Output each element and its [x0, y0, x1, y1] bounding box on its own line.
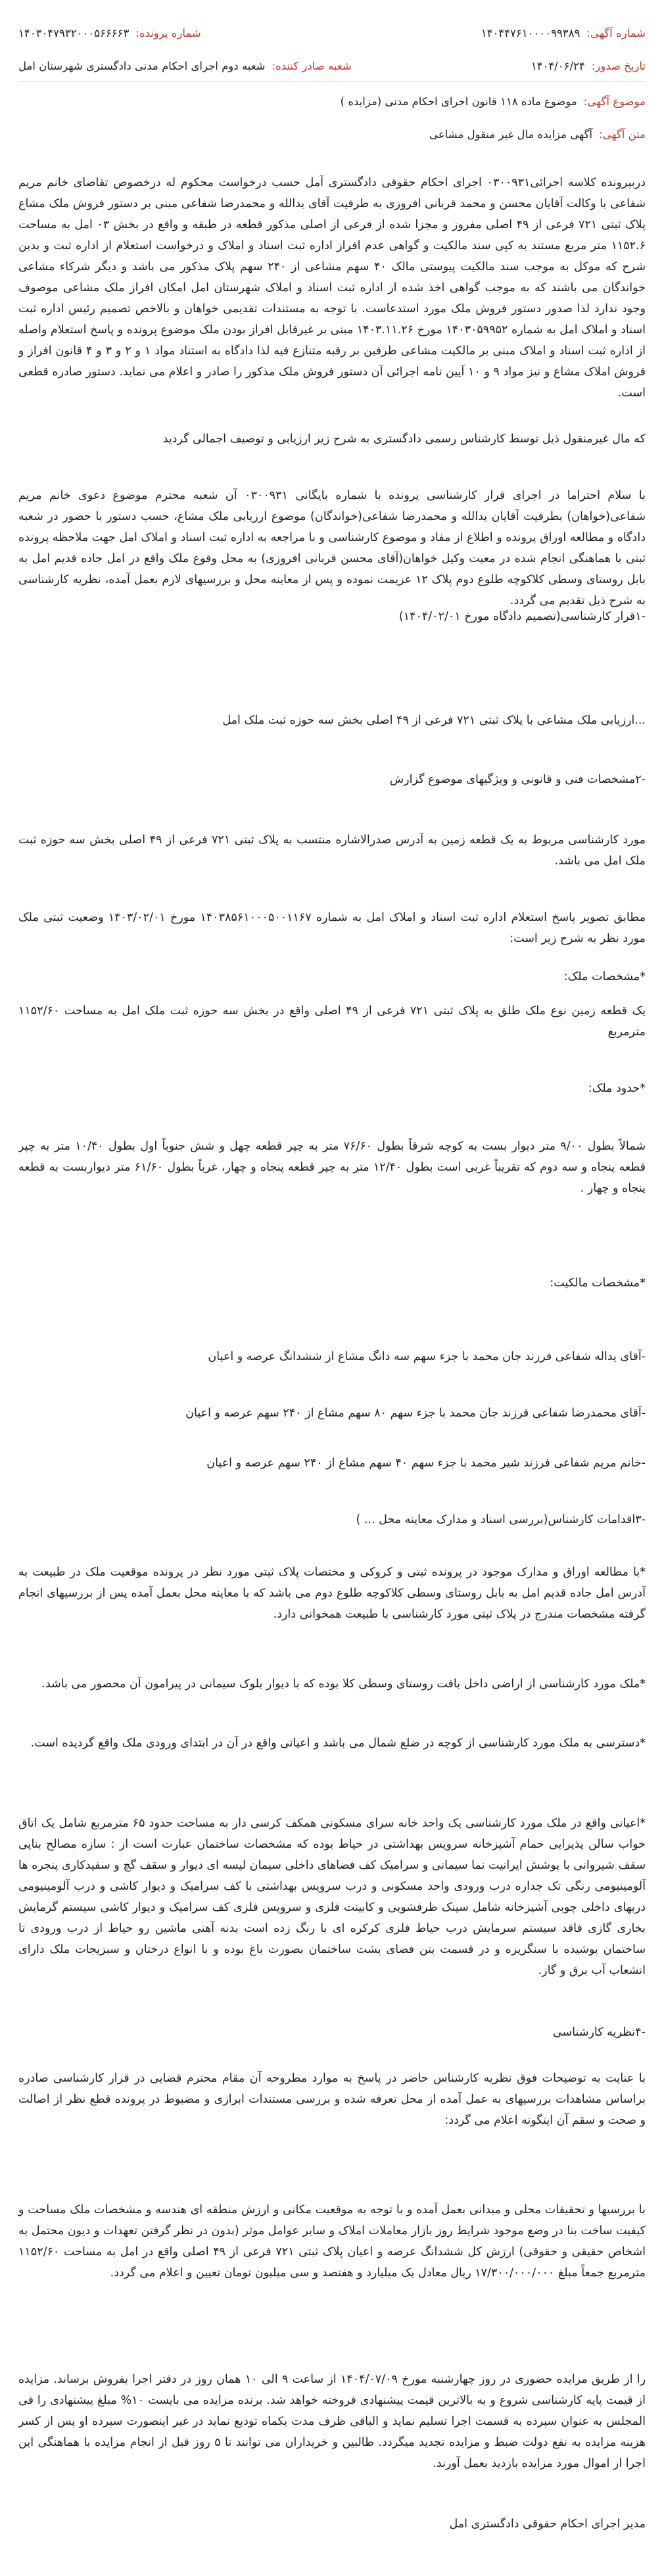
paragraph-ruling: دربپرونده کلاسه اجرائی۰۳۰۰۹۳۱ اجرای احکام حقوقی دادگستری آمل حسب درخواست محکوم له درخصوص تقاضای خانم مریم شفاعی با وکالت آقایان محسن و محمد قربانی افروزی به طرفیت آقای یدالله و محمدرضا شفاعی مبنی بر دستور فروش ملک مشاع پلاک ثبتی ۷۲۱ فرعی از ۴۹ اصلی مفروز و مجزا شده از فرعی از اصلی مذکور قطعه در طبقه و واقع در بخش ۰۳ امل به مساحت ۱۱۵۲.۶ متر مربع مستند به کپی سند مالکیت و گواهی عدم افراز اداره ثبت اسناد و املاک و درخواست استعلام از اداره ثبت و بدین شرح که موکل به موجب سند مالکیت پیوستی مالک ۴۰ سهم مشاعی از ۲۴۰ سهم پلاک مذکور می باشد و دیگر شرکاء مشاعی خواندگان می باشند که به موجب گواهی اخذ شده از اداره ثبت اسناد و املاک شهرستان امل امکان افراز ملک مشاعی موصوف وجود ندارد لذا صدور دستور فروش ملک مورد استدعاست. با توجه به مستندات تقدیمی خواهان و بالاخص تصمیم رئیس اداره ثبت اسناد و املاک امل به شماره ۱۴۰۳۰۵۹۹۵۲ مورخ ۱۴۰۳.۱۱.۲۶ مبنی بر غیرقابل افراز بودن ملک موضوع پرونده و پاسخ استعلام واصله از اداره ثبت اسناد و املاک مبنی بر مالکیت مشاعی طرفین بر رقبه متنازع فیه لذا دادگاه به استناد مواد ۱ و ۲ و ۳ و ۴ قانون افراز و فروش املاک مشاع و نیز مواد ۹ و ۱۰ آیین نامه اجرائی آن دستور فروش ملک مذکور را صادر و اعلام می نماید. دستور صادره قطعی است.	[18, 176, 646, 400]
notice-subject	[18, 92, 646, 112]
inspection-findings: *با مطالعه اوراق و مدارک موجود در پرونده ثبتی و کروکی و مختصات پلاک ثبتی مورد نظر در پرونده موقعیت ملک در طبیعت به آدرس امل جاده قدیم امل به بابل روستای وسطی کلاکوچه طلوع دوم می باشد که با معاینه محل بعمل آمده پس از بررسیهای انجام گرفته مشخصات مندرج در پلاک ثبتی مورد کارشناسی با طبیعت همخوانی دارد.	[18, 1566, 646, 1621]
issue-date	[531, 57, 646, 76]
auction-terms: را از طریق مزایده حضوری در روز چهارشنبه مورخ ۱۴۰۴/۰۷/۰۹ از ساعت ۹ الی ۱۰ همان روز در دفتر اجرا بفروش برساند. مزایده از قیمت پایه کارشناسی شروع و به بالاترین قیمت پیشنهادی فروخته خواهد شد. برنده مزایده می بایست ۱۰% مبلغ پیشنهادی را فی المجلس به عنوان سپرده به قسمت اجرا تسلیم نماید و الباقی ظرف مدت یکماه تودیع نماید در غیر اینصورت سپرده او پس از کسر هزینه مزایده به نفع دولت ضبط و مزایده تجدید میگردد. طالبین و خریداران می توانند تا ۵ روز قبل از انجام مزایده با هماهنگی این اجرا از اموال مورد مزایده بازدید بعمل آورند.	[18, 2373, 646, 2470]
building-description: *اعیانی واقع در ملک مورد کارشناسی یک واحد خانه سرای مسکونی همکف کرسی دار به مساحت حدود ۶۵ مترمربع شامل یک اتاق خواب سالن پذیرایی حمام آشپزخانه سرویس بهداشتی در حیاط بوده که مشخصات ساختمان عبارت است از : سازه مصالح بنایی سقف شیروانی با پوشش ایرانیت نما سیمانی و سرامیک کف فضاهای داخلی سیمان لیسه ای دیوار و سقف گچ و سفیدکاری پنجره ها آلومینیومی رنگی تک جداره درب ورودی واحد مسکونی و درب سرویس بهداشتی با کف سرامیک و دیوار کاشی و درب آلومینیومی دربهای داخلی چوبی آشپزخانه شامل سینک ظرفشویی و کابینت فلزی و سرویس فلزی کف سرامیک و دیوار کاشی سیستم گرمایش بخاری گازی فاقد سیستم سرمایش درب حیاط فلزی کرکره ای با رنگ زده است بدنه آهنی ماشین رو حیاط از درب ورودی تا ساختمان پوشیده با سنگریزه و در قسمت بتن فضای پشت ساختمان بصورت باغ بوده و با انواع درختان و سبزیجات ملک دارای انشعاب آب برق و گاز.	[18, 1817, 646, 1977]
section-2-description: مورد کارشناسی مربوط به یک قطعه زمین به آدرس صدرالاشاره منتسب به پلاک ثبتی ۷۲۱ فرعی از ۴۹ اصلی بخش سه حوزه ثبت ملک امل می باشد.	[18, 833, 646, 868]
issuing-branch	[18, 57, 352, 76]
section-3-heading: -۳اقدامات کارشناس(بررسی اسناد و مدارک معاینه محل ... )	[356, 1513, 646, 1526]
boundaries-heading: *حدود ملک:	[588, 1082, 646, 1095]
property-specs-heading: *مشخصات ملک:	[563, 970, 646, 983]
paragraph-expert-greeting: با سلام احتراما در اجرای قرار کارشناسی پرونده با شماره بایگانی ۰۳۰۰۹۳۱ آن شعبه محترم موضوع دعوی خانم مریم شفاعی(خواهان) بطرفیت آقایان یدالله و محمدرضا شفاعی(خواندگان) موضوع ارزیابی ملک مشاع، حسب دستور با حضور در شعبه دادگاه و مطالعه اوراق پرونده و اطلاع از مفاد و موضوع کارشناسی و با مراجعه به اداره ثبت اسناد و املاک امل جهت ملاحظه پرونده ثبتی با هماهنگی انجام شده در معیت وکیل خواهان(آقای محسن قربانی افروزی) به محل وقوع ملک واقع در امل جاده قدیم امل به بابل روستای وسطی کلاکوچه طلوع دوم پلاک ۱۲ عزیمت نموده و پس از معاینه محل و بررسیهای لازم بعمل آمده، نظریه کارشناسی به شرح ذیل تقدیم می گردد.	[18, 489, 646, 607]
property-specs: یک قطعه زمین نوع ملک طلق به پلاک ثبتی ۷۲۱ فرعی از ۴۹ اصلی واقع در بخش سه حوزه ثبت ملک امل به مساحت ۱۱۵۲/۶۰ مترمربع	[18, 1004, 646, 1039]
expert-opinion-intro: با عنایت به توضیحات فوق نظریه کارشناس حاضر در پاسخ به موارد مطروحه آن مقام محترم قضایی در قرار کارشناسی صادره براساس مشاهدات بررسیهای به عمل آمده از محل تعرفه شده و بررسی مستندات ابرازی و مضبوط در پرونده قطع نظر از اصالت و صحت و سقم آن اینگونه اعلام می گردد:	[18, 2072, 646, 2127]
boundaries: شمالاً بطول ۹/۰۰ متر دیوار بست به کوچه شرقاً بطول ۷۶/۶۰ متر به چپر قطعه چهل و شش جنوباً اول بطول ۱۰/۴۰ متر به چپر قطعه پنجاه و سه دوم که تقریباً غربی است بطول ۱۲/۴۰ متر به چپر قطعه پنجاه و چهار، غرباً بطول ۶۱/۶۰ متر دیواربست به قطعه پنجاه و چهار .	[18, 1140, 646, 1195]
notice-text-title	[18, 125, 646, 145]
valuation: با بررسیها و تحقیقات محلی و میدانی بعمل آمده و با توجه به موقعیت مکانی و ارزش منطقه ای هندسه و مشخصات ملک مساحت و کیفیت ساخت بنا در وضع موجود شرایط روز بازار معاملات املاک و سایر عوامل موثر (بدون در نظر گرفتن تعهدات و دیون محتمل به اشخاص حقیقی و حقوقی) ارزش کل ششدانگ عرصه و اعیان پلاک ثبتی ۷۲۱ فرعی از ۴۹ اصلی واقع در امل به مساحت ۱۱۵۲/۶۰ مترمربع جمعاً مبلغ ۱۷/۳۰۰/۰۰۰/۰۰۰ ریال معادل یک میلیارد و هفتصد و سی میلیون تومان تعیین و اعلام می گردد.	[18, 2203, 646, 2280]
boundary-wall-note: *ملک مورد کارشناسی از اراضی داخل بافت روستای وسطی کلا بوده که با دیوار بلوک سیمانی در پیرامون آن محصور می باشد.	[41, 1677, 646, 1691]
file-number-value: ۱۴۰۳۰۴۷۹۳۲۰۰۰۵۶۶۶۶۳	[18, 27, 130, 39]
section-1-subject: ...ارزیابی ملک مشاعی با پلاک ثبتی ۷۲۱ فرعی از ۴۹ اصلی بخش سه حوزه ثبت ملک امل	[222, 714, 646, 727]
issue-date-label: تاریخ صدور:	[591, 60, 646, 72]
subject-value: موضوع ماده ۱۱۸ قانون اجرای احکام مدنی (مزایده )	[340, 95, 577, 108]
section-1-heading: -۱قرار کارشناسی(تصمیم دادگاه مورخ ۱۴۰۴/۰۲/۰۱)	[398, 610, 646, 623]
text-label: متن آگهی:	[599, 128, 646, 141]
ad-number-value: ۱۴۰۴۴۷۶۱۰۰۰۰۹۹۳۸۹	[481, 27, 581, 39]
file-number-label: شماره پرونده:	[135, 27, 201, 39]
issue-date-value: ۱۴۰۴/۰۶/۲۴	[531, 60, 585, 72]
ad-number-label: شماره آگهی:	[586, 27, 646, 39]
paragraph-intro-appraisal: که مال غیرمنقول ذیل توسط کارشناس رسمی دادگستری به شرح زیر ارزیابی و توصیف اجمالی گردید	[162, 433, 646, 446]
section-4-heading: -۴نظریه کارشناسی	[552, 2026, 646, 2039]
subject-label: موضوع آگهی:	[583, 95, 646, 108]
header-row-1	[18, 24, 646, 43]
owner-1: -آقای یداله شفاعی فرزند جان محمد با جزء سهم سه دانگ مشاع از ششدانگ عرصه و اعیان	[208, 1350, 646, 1363]
ownership-heading: *مشخصات مالکیت:	[550, 1276, 646, 1290]
text-title-value: آگهی مزایده مال غیر منقول مشاعی	[429, 128, 593, 141]
owner-3: -خانم مریم شفاعی فرزند شیر محمد با جزء سهم ۴۰ سهم مشاع از ۲۴۰ سهم عرصه و اعیان	[206, 1457, 646, 1470]
owner-2: -آقای محمدرضا شفاعی فرزند جان محمد با جزء سهم ۸۰ سهم مشاع از ۲۴۰ سهم عرصه و اعیان	[185, 1407, 646, 1420]
file-number	[18, 24, 201, 43]
branch-value: شعبه دوم اجرای احکام مدنی دادگستری شهرستان امل	[18, 60, 266, 72]
signature-line: مدیر اجرای احکام حقوقی دادگستری امل	[449, 2517, 646, 2531]
access-note: *دسترسی به ملک مورد کارشناسی از کوچه در ضلع شمال می باشد و اعیانی واقع در آن در ابتدای ورودی ملک واقع گردیده است.	[30, 1737, 646, 1750]
header-row-2	[18, 57, 646, 76]
notice-header	[18, 20, 646, 82]
ad-number	[481, 24, 646, 43]
registry-reference: مطابق تصویر پاسخ استعلام اداره ثبت اسناد و املاک امل به شماره ۱۴۰۳۸۵۶۱۰۰۰۵۰۰۱۱۶۷ مورخ ۱۴۰۳/۰۲/۰۱ وضعیت ثبتی ملک مورد نظر به شرح زیر است:	[18, 911, 646, 945]
branch-label: شعبه صادر کننده:	[272, 60, 352, 72]
section-2-heading: -۲مشخصات فنی و قانونی و ویژگیهای موضوع گزارش	[389, 773, 646, 786]
